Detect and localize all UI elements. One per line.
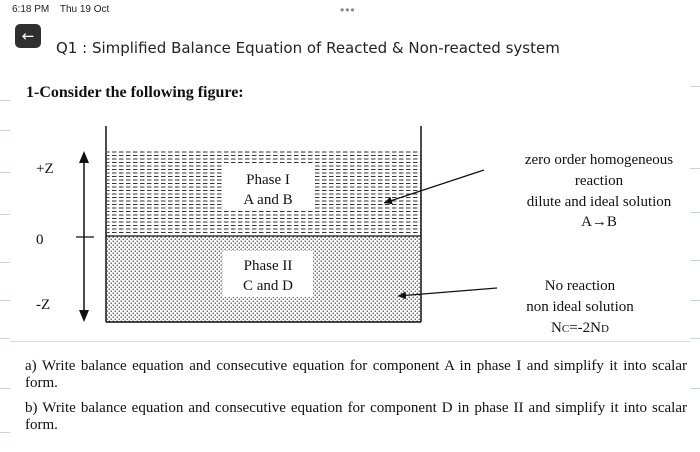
page-title: Q1 : Simplified Balance Equation of Reacted & Non-reacted system: [56, 39, 560, 57]
arrow-left-icon: ←: [21, 27, 35, 45]
z-axis-bottom-label: -Z: [36, 297, 51, 313]
phase1-name: Phase I: [246, 172, 290, 188]
question-part-b: b) Write balance equation and consecutive equation for component D in phase II and simplify it into scalar form.: [25, 400, 687, 433]
note2-line1: No reaction: [544, 278, 616, 294]
note1-line3: dilute and ideal solution: [526, 194, 672, 210]
status-date: Thu 19 Oct: [59, 4, 110, 15]
z-axis-top-label: +Z: [36, 161, 54, 177]
more-options-icon[interactable]: •••: [340, 3, 356, 17]
status-time: 6:18 PM: [12, 4, 50, 15]
z-axis-up-arrow-icon: [79, 151, 89, 163]
note1-line1: zero order homogeneous: [524, 152, 674, 168]
z-axis-down-arrow-icon: [79, 310, 89, 322]
phase1-components: A and B: [243, 192, 293, 208]
question-part-a: a) Write balance equation and consecutive equation for component A in phase I and simplify it into scalar form.: [25, 358, 687, 391]
note2-line3: NC=-2ND: [551, 320, 609, 336]
question-heading: 1-Consider the following figure:: [26, 84, 244, 101]
phase2-name: Phase II: [243, 258, 293, 274]
z-axis-origin-label: 0: [36, 232, 44, 248]
note1-line2: reaction: [574, 173, 624, 189]
note1-line4: A→B: [581, 214, 617, 230]
phase2-components: C and D: [243, 278, 293, 294]
note2-line2: non ideal solution: [526, 299, 634, 315]
